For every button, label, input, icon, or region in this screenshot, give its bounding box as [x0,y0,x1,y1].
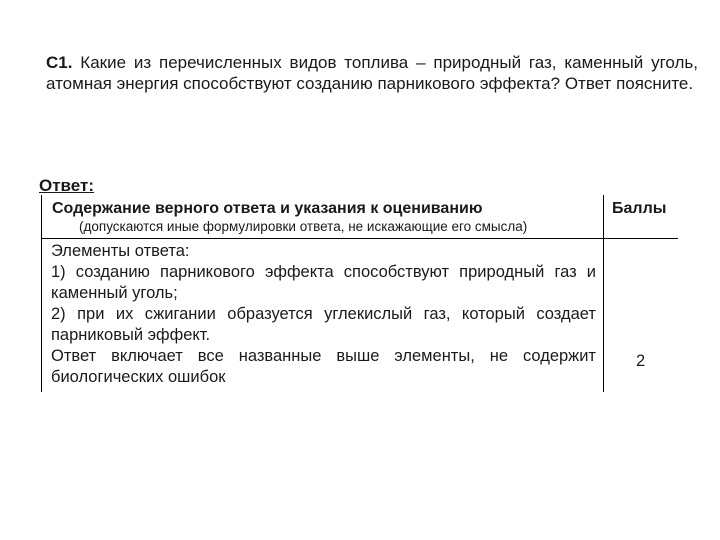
question-body: Какие из перечисленных видов топлива – природный газ, каменный уголь, атомная энергия способствуют созданию парникового эффекта? Ответ поясните. [46,53,698,93]
question-number: С1. [46,53,73,72]
answer-row: Ответ включает все названные выше элементы, не содержит биологических ошибок [51,347,596,386]
answer-row: 1) созданию парникового эффекта способствуют природный газ и каменный уголь; [51,263,596,302]
table-header-divider [41,238,678,239]
table-left-border [41,195,42,392]
table-header-points: Баллы [612,200,667,217]
table-header-content: Содержание верного ответа и указания к оцениванию [52,200,483,217]
answer-row: 2) при их сжигании образуется углекислый газ, который создает парниковый эффект. [51,305,596,344]
answer-label: Ответ: [39,176,94,195]
table-column-divider [603,195,604,392]
question-text [46,52,698,94]
answer-row: Элементы ответа: [51,242,190,260]
answer-elements [51,241,596,388]
score-value: 2 [636,352,646,370]
table-header-note: (допускаются иные формулировки ответа, не искажающие его смысла) [79,219,528,234]
